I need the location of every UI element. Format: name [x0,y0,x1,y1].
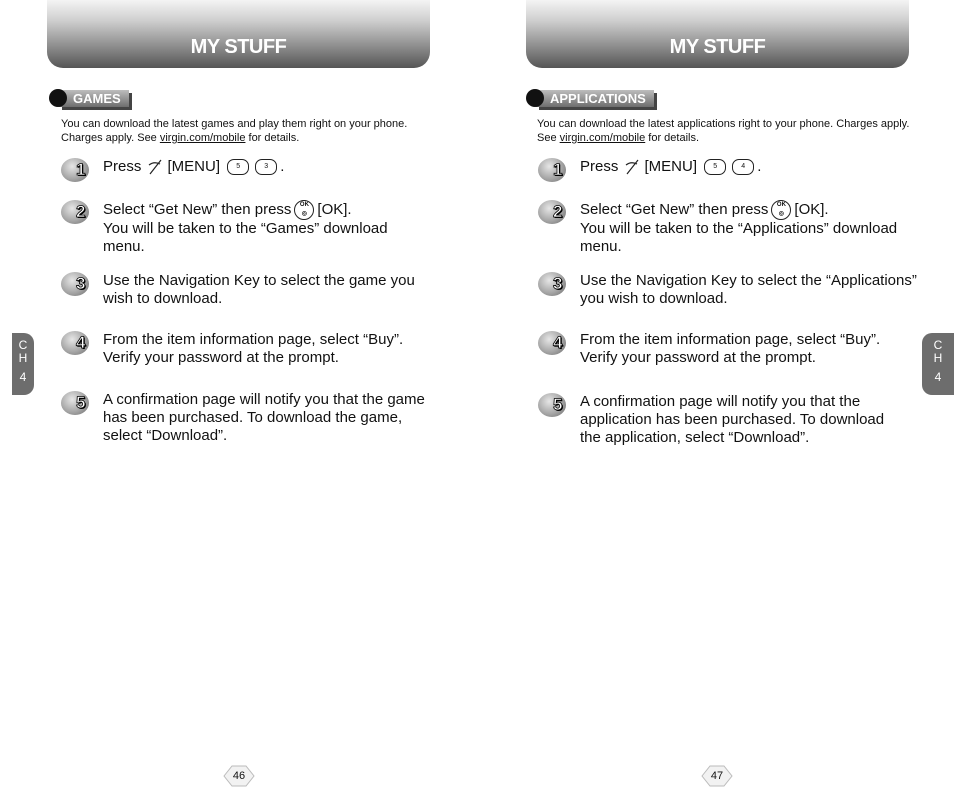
step-2 [538,200,920,256]
step-text: Press [MENU] 5 3 . [103,158,285,175]
step-1 [538,158,910,182]
step-text: Select “Get New” then press OK ◎ [OK]. You will be taken to the “Applications” download menu. [580,200,898,255]
step-3 [61,272,433,308]
section-label-text: APPLICATIONS [536,90,654,107]
left-soft-key-icon [148,159,166,175]
intro-paragraph: You can download the latest applications right to your phone. Charges apply. See virgin.com/mobile for details. [537,118,910,144]
step-5 [61,391,439,445]
step-4 [61,331,433,367]
step-number-icon: 1 [538,158,568,182]
section-label-text: GAMES [59,90,129,107]
left-soft-key-icon [625,159,643,175]
page-title: MY STUFF [190,36,287,58]
step-text: Select “Get New” then press OK ◎ [OK]. You will be taken to the “Games” download menu. [103,200,388,255]
step-number-icon: 1 [61,158,91,182]
section-label-games [49,88,129,108]
keypad-key-icon: 5 [704,159,726,175]
step-number-icon: 4 [538,331,568,355]
ok-key-icon: OK ◎ [294,200,314,220]
step-text: Press [MENU] 5 4 . [580,158,762,175]
step-number-icon: 5 [61,391,91,415]
chapter-tab: C H 4 [12,333,34,395]
ok-key-icon: OK ◎ [771,200,791,220]
step-text: From the item information page, select “Buy”. Verify your password at the prompt. [580,331,881,366]
intro-paragraph: You can download the latest games and play them right on your phone. Charges apply. See virgin.com/mobile for details. [61,118,408,144]
page-title: MY STUFF [669,36,766,58]
chapter-tab: C H 4 [922,333,954,395]
step-text: A confirmation page will notify you that the application has been purchased. To download the application, select “Download”. [580,393,885,446]
section-bullet-icon [526,89,544,107]
page-number: 47 [700,764,734,788]
page-header [526,0,909,68]
step-5 [538,393,900,447]
keypad-key-icon: 3 [255,159,277,175]
step-number-icon: 3 [61,272,91,296]
virgin-link[interactable]: virgin.com/mobile [159,132,246,144]
step-4 [538,331,910,367]
page-right [477,0,954,811]
keypad-key-icon: 5 [227,159,249,175]
step-text: From the item information page, select “Buy”. Verify your password at the prompt. [103,331,404,366]
page-header [47,0,430,68]
keypad-key-icon: 4 [732,159,754,175]
step-number-icon: 5 [538,393,568,417]
section-bullet-icon [49,89,67,107]
virgin-link[interactable]: virgin.com/mobile [559,132,646,144]
section-label-applications [526,88,654,108]
step-2 [61,200,423,256]
step-number-icon: 3 [538,272,568,296]
step-number-icon: 2 [61,200,91,224]
step-number-icon: 2 [538,200,568,224]
step-number-icon: 4 [61,331,91,355]
step-3 [538,272,932,308]
step-1 [61,158,433,182]
page-number: 46 [222,764,256,788]
step-text: Use the Navigation Key to select the game you wish to download. [103,272,415,307]
step-text: Use the Navigation Key to select the “Applications” you wish to download. [580,272,917,307]
step-text: A confirmation page will notify you that the game has been purchased. To download the game, select “Download”. [103,391,425,444]
